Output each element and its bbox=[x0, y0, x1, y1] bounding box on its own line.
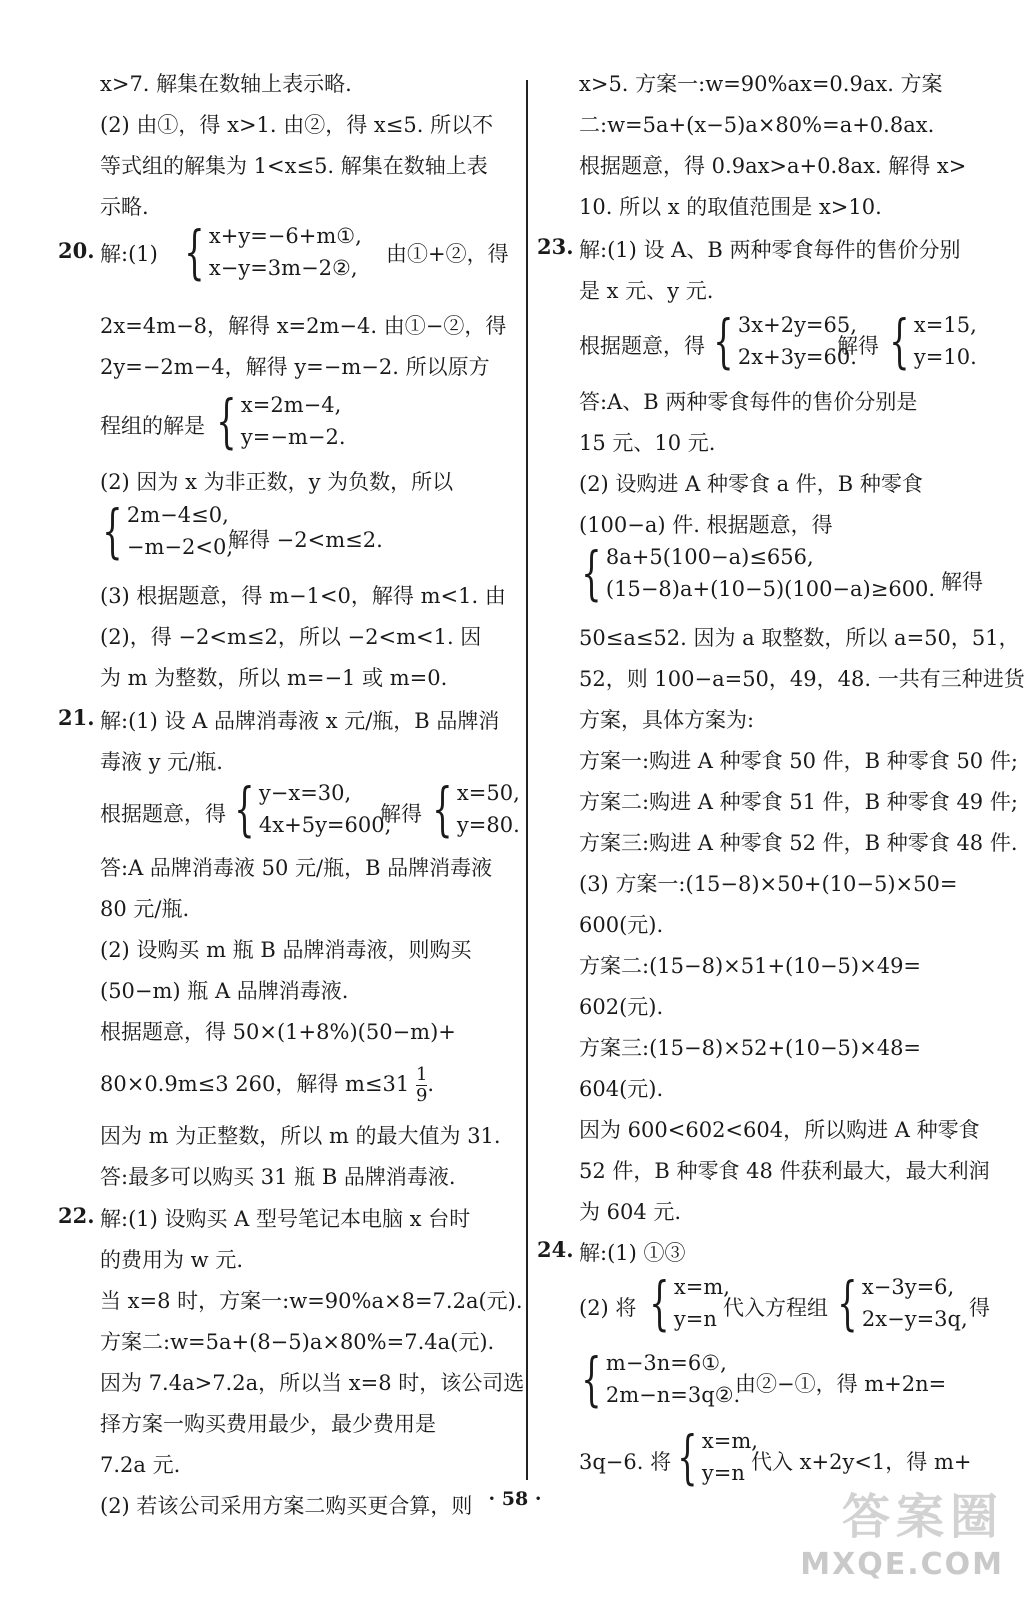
text-line: 根据题意，得 bbox=[100, 802, 226, 826]
text-line: 当 x=8 时，方案一:w=90%a×8=7.2a(元). bbox=[100, 1289, 523, 1313]
equation-system bbox=[176, 218, 362, 286]
equation: 2x+3y=60. bbox=[737, 345, 857, 369]
text-line: x>5. 方案一:w=90%ax=0.9ax. 方案 bbox=[579, 72, 943, 96]
text-line: 解得 −2<m≤2. bbox=[228, 528, 383, 552]
text-line bbox=[100, 1065, 434, 1106]
equation: x=15, bbox=[913, 313, 977, 337]
text-line: 答:A、B 两种零食每件的售价分别是 bbox=[579, 390, 918, 414]
text-line: 602(元). bbox=[579, 995, 664, 1019]
watermark-logo bbox=[800, 1478, 1004, 1582]
text-line: 是 x 元、y 元. bbox=[579, 279, 714, 303]
equation-system bbox=[573, 1345, 741, 1413]
equation: y=n bbox=[701, 1461, 745, 1485]
text-line: 解:(1) 设 A、B 两种零食每件的售价分别 bbox=[579, 238, 961, 262]
text-line: 示略. bbox=[100, 195, 149, 219]
text-line: 解得 bbox=[941, 570, 983, 594]
text-line: 根据题意，得 bbox=[579, 334, 705, 358]
equation-system bbox=[226, 775, 392, 843]
text-line: 根据题意，得 50×(1+8%)(50−m)+ bbox=[100, 1020, 456, 1044]
text-line: 得 bbox=[969, 1296, 990, 1320]
text-line: 2x=4m−8，解得 x=2m−4. 由①−②，得 bbox=[100, 314, 507, 338]
text-line: 为 604 元. bbox=[579, 1200, 682, 1224]
text-line: 15 元、10 元. bbox=[579, 431, 716, 455]
inequality: 2m−4≤0, bbox=[126, 503, 229, 527]
text-line: 方案二:w=5a+(8−5)a×80%=7.4a(元). bbox=[100, 1330, 495, 1354]
text-line: 由②−①，得 m+2n= bbox=[735, 1372, 947, 1396]
text-line: 因为 7.4a>7.2a，所以当 x=8 时，该公司选 bbox=[100, 1371, 525, 1395]
text-line: 的费用为 w 元. bbox=[100, 1248, 244, 1272]
text-line: 二:w=5a+(x−5)a×80%=a+0.8ax. bbox=[579, 113, 935, 137]
text-line: 方案二:购进 A 种零食 51 件，B 种零食 49 件; bbox=[579, 790, 1018, 814]
text-line: 解:(1) 设 A 品牌消毒液 x 元/瓶，B 品牌消 bbox=[100, 709, 500, 733]
equation: x=m, bbox=[701, 1429, 758, 1453]
equation: m−3n=6①, bbox=[605, 1351, 727, 1375]
fraction bbox=[416, 1065, 427, 1106]
text-line: 方案一:购进 A 种零食 50 件，B 种零食 50 件; bbox=[579, 749, 1018, 773]
equation: y=−m−2. bbox=[240, 425, 346, 449]
text-line: 50≤a≤52. 因为 a 取整数，所以 a=50，51， bbox=[579, 626, 1020, 650]
watermark-url: MXQE.COM bbox=[800, 1547, 1004, 1582]
equation-system bbox=[669, 1423, 758, 1491]
inequality: −m−2<0, bbox=[126, 535, 234, 559]
brace: { bbox=[102, 497, 123, 565]
text-line: 方案三:(15−8)×52+(10−5)×48= bbox=[579, 1036, 922, 1060]
text-line: (3) 方案一:(15−8)×50+(10−5)×50= bbox=[579, 872, 958, 896]
text-line: 毒液 y 元/瓶. bbox=[100, 750, 223, 774]
equation-system bbox=[705, 307, 857, 375]
column-divider bbox=[526, 80, 528, 1480]
brace: { bbox=[649, 1269, 670, 1337]
text-line: 择方案一购买费用最少，最少费用是 bbox=[100, 1412, 436, 1436]
text-line: 解得 bbox=[380, 802, 422, 826]
text-line: 解得 bbox=[837, 334, 879, 358]
text-line: (2) 设购进 A 种零食 a 件，B 种零食 bbox=[579, 472, 923, 496]
equation: y=n bbox=[673, 1307, 717, 1331]
brace: { bbox=[837, 1269, 858, 1337]
text-line: (2) 将 bbox=[579, 1296, 637, 1320]
equation: x−3y=6, bbox=[861, 1275, 955, 1299]
inequality-system bbox=[94, 497, 234, 565]
text-line: (50−m) 瓶 A 品牌消毒液. bbox=[100, 979, 349, 1003]
equation: 4x+5y=600, bbox=[258, 813, 392, 837]
equation: 2m−n=3q②. bbox=[605, 1383, 741, 1407]
equation: y−x=30, bbox=[258, 781, 352, 805]
watermark-text: 答案圈 bbox=[841, 1489, 1004, 1545]
text-line: 根据题意，得 0.9ax>a+0.8ax. 解得 x> bbox=[579, 154, 967, 178]
brace: { bbox=[713, 307, 734, 375]
equation-system bbox=[829, 1269, 968, 1337]
text-line: 解:(1) bbox=[100, 242, 158, 266]
brace: { bbox=[889, 307, 910, 375]
text-line: 604(元). bbox=[579, 1077, 664, 1101]
text-line: 答:最多可以购买 31 瓶 B 品牌消毒液. bbox=[100, 1165, 456, 1189]
text-line: 代入 x+2y<1，得 m+ bbox=[751, 1450, 972, 1474]
inequality: 8a+5(100−a)≤656, bbox=[605, 545, 814, 569]
text-line: 2y=−2m−4，解得 y=−m−2. 所以原方 bbox=[100, 355, 490, 379]
brace: { bbox=[432, 775, 453, 843]
question-number: 24. bbox=[537, 1237, 574, 1262]
text-line: 由①+②，得 bbox=[386, 242, 509, 266]
text-segment: 80×0.9m≤3 260，解得 m≤31 bbox=[100, 1071, 410, 1096]
equation: 3x+2y=65, bbox=[737, 313, 857, 337]
text-line: 3q−6. 将 bbox=[579, 1450, 672, 1474]
text-line: 方案三:购进 A 种零食 52 件，B 种零食 48 件. bbox=[579, 831, 1018, 855]
inequality-system bbox=[573, 539, 936, 607]
brace: { bbox=[184, 218, 205, 286]
text-line: 因为 m 为正整数，所以 m 的最大值为 31. bbox=[100, 1124, 501, 1148]
page-number: · 58 · bbox=[488, 1488, 542, 1510]
inequality: (15−8)a+(10−5)(100−a)≥600. bbox=[605, 577, 936, 601]
text-line: 为 m 为整数，所以 m=−1 或 m=0. bbox=[100, 666, 448, 690]
text-line: 600(元). bbox=[579, 913, 664, 937]
fraction-numerator: 1 bbox=[415, 1064, 428, 1085]
question-number: 21. bbox=[58, 705, 95, 730]
text-line: (100−a) 件. 根据题意，得 bbox=[579, 513, 833, 537]
text-line: (3) 根据题意，得 m−1<0，解得 m<1. 由 bbox=[100, 584, 506, 608]
equation: x−y=3m−2②, bbox=[208, 256, 358, 280]
text-line: 解:(1) ①③ bbox=[579, 1241, 686, 1265]
equation-system bbox=[208, 387, 346, 455]
text-line: 方案，具体方案为: bbox=[579, 708, 755, 732]
brace: { bbox=[234, 775, 255, 843]
text-segment: . bbox=[427, 1071, 435, 1096]
text-line: (2) 由①，得 x>1. 由②，得 x≤5. 所以不 bbox=[100, 113, 494, 137]
equation: x+y=−6+m①, bbox=[208, 224, 362, 248]
text-line: 因为 600<602<604，所以购进 A 种零食 bbox=[579, 1118, 980, 1142]
equation: x=50, bbox=[456, 781, 520, 805]
equation: y=80. bbox=[456, 813, 520, 837]
text-line: x>7. 解集在数轴上表示略. bbox=[100, 72, 352, 96]
question-number: 20. bbox=[58, 238, 95, 263]
question-number: 23. bbox=[537, 234, 574, 259]
text-line: 等式组的解集为 1<x≤5. 解集在数轴上表 bbox=[100, 154, 488, 178]
equation-system bbox=[424, 775, 520, 843]
text-line: (2) 设购买 m 瓶 B 品牌消毒液，则购买 bbox=[100, 938, 472, 962]
text-line: 方案二:(15−8)×51+(10−5)×49= bbox=[579, 954, 922, 978]
text-line: 52 件，B 种零食 48 件获利最大，最大利润 bbox=[579, 1159, 990, 1183]
text-line: 答:A 品牌消毒液 50 元/瓶，B 品牌消毒液 bbox=[100, 856, 493, 880]
fraction-denominator: 9 bbox=[415, 1084, 428, 1106]
question-number: 22. bbox=[58, 1203, 95, 1228]
brace: { bbox=[581, 1345, 602, 1413]
brace: { bbox=[581, 539, 602, 607]
text-line: (2) 若该公司采用方案二购买更合算，则 bbox=[100, 1494, 473, 1518]
text-line: 80 元/瓶. bbox=[100, 897, 190, 921]
text-line: 52，则 100−a=50，49，48. 一共有三种进货 bbox=[579, 667, 1025, 691]
text-line: 程组的解是 bbox=[100, 414, 205, 438]
text-line: (2) 因为 x 为非正数，y 为负数，所以 bbox=[100, 470, 454, 494]
text-line: 10. 所以 x 的取值范围是 x>10. bbox=[579, 195, 882, 219]
equation: 2x−y=3q, bbox=[861, 1307, 968, 1331]
brace: { bbox=[216, 387, 237, 455]
text-line: 代入方程组 bbox=[723, 1296, 828, 1320]
equation-system bbox=[641, 1269, 730, 1337]
brace: { bbox=[677, 1423, 698, 1491]
equation: y=10. bbox=[913, 345, 977, 369]
equation: x=m, bbox=[673, 1275, 730, 1299]
text-line: (2)，得 −2<m≤2，所以 −2<m<1. 因 bbox=[100, 625, 482, 649]
equation: x=2m−4, bbox=[240, 393, 342, 417]
text-line: 7.2a 元. bbox=[100, 1453, 181, 1477]
text-line: 解:(1) 设购买 A 型号笔记本电脑 x 台时 bbox=[100, 1207, 471, 1231]
equation-system bbox=[881, 307, 977, 375]
